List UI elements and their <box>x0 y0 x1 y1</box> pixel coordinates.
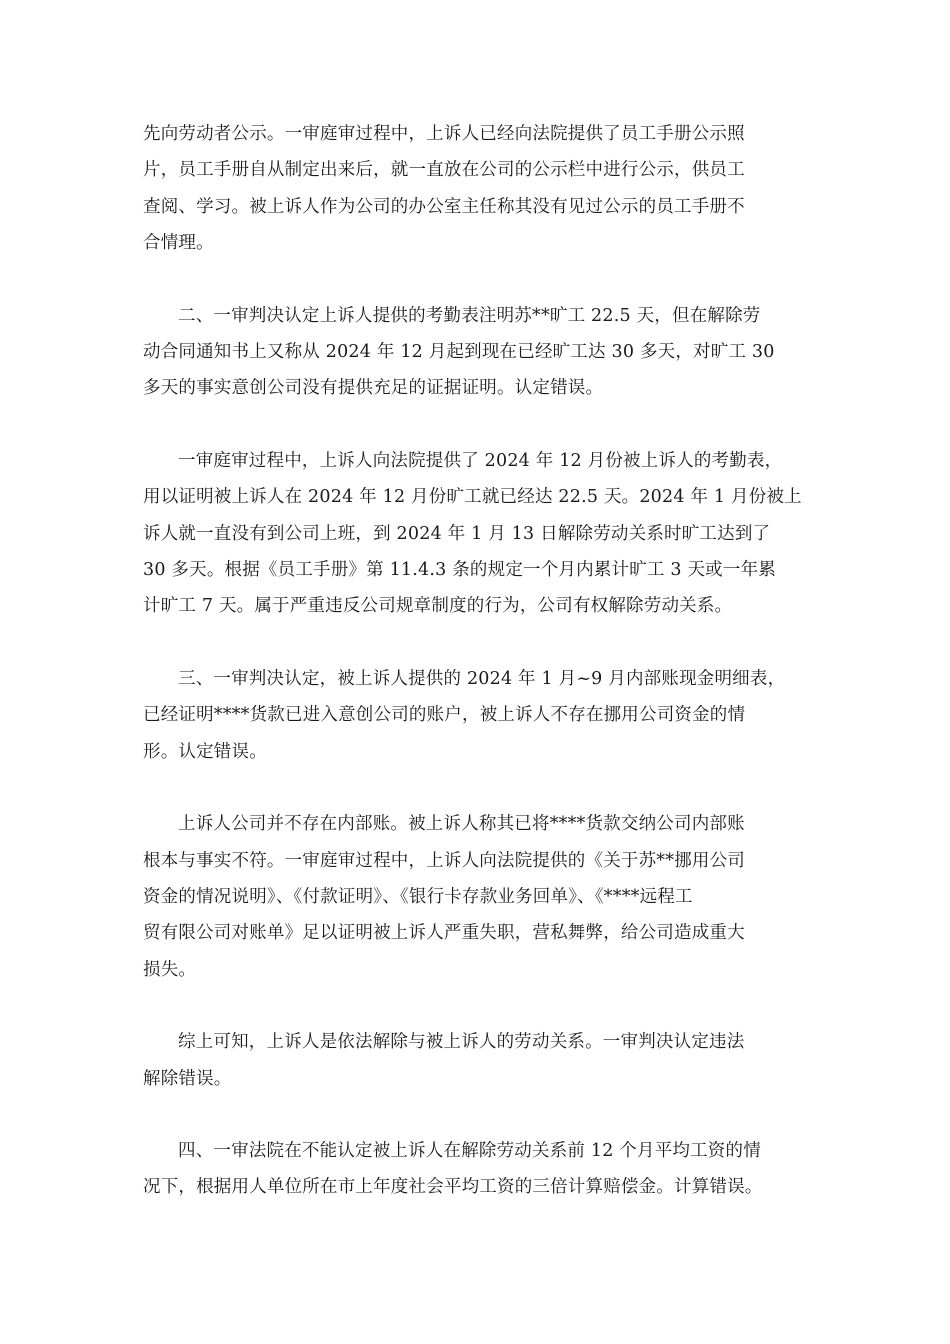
text-line: 计旷工 7 天。属于严重违反公司规章制度的行为，公司有权解除劳动关系。 <box>143 596 733 617</box>
document-body <box>143 116 811 1242</box>
paragraph-attendance-evidence <box>143 443 811 625</box>
text-line: 资金的情况说明》、《付款证明》、《银行卡存款业务回单》、《****远程工 <box>143 886 693 907</box>
text-line: 综上可知，上诉人是依法解除与被上诉人的劳动关系。一审判决认定违法 <box>178 1032 745 1053</box>
text-line: 合情理。 <box>143 233 214 254</box>
text-line: 贸有限公司对账单》足以证明被上诉人严重失职，营私舞弊，给公司造成重大 <box>143 923 745 944</box>
paragraph-point-two <box>143 298 811 407</box>
text-line: 二、一审判决认定上诉人提供的考勤表注明苏**旷工 22.5 天，但在解除劳 <box>178 305 761 326</box>
text-line: 查阅、学习。被上诉人作为公司的办公室主任称其没有见过公示的员工手册不 <box>143 196 745 217</box>
text-line: 上诉人公司并不存在内部账。被上诉人称其已将****货款交纳公司内部账 <box>178 814 745 835</box>
paragraph-conclusion <box>143 1024 811 1097</box>
text-line: 损失。 <box>143 959 197 980</box>
text-line: 形。认定错误。 <box>143 741 267 762</box>
text-line: 先向劳动者公示。一审庭审过程中，上诉人已经向法院提供了员工手册公示照 <box>143 124 745 144</box>
text-line: 用以证明被上诉人在 2024 年 12 月份旷工就已经达 22.5 天。2024 年 1 月份被上 <box>143 487 802 508</box>
paragraph-point-four <box>143 1133 811 1206</box>
text-line: 已经证明****货款已进入意创公司的账户，被上诉人不存在挪用公司资金的情 <box>143 705 746 726</box>
text-line: 多天的事实意创公司没有提供充足的证据证明。认定错误。 <box>143 378 604 399</box>
paragraph-internal-account <box>143 806 811 988</box>
text-line: 片，员工手册自从制定出来后，就一直放在公司的公示栏中进行公示，供员工 <box>143 160 745 181</box>
text-line: 三、一审判决认定，被上诉人提供的 2024 年 1 月~9 月内部账现金明细表， <box>178 668 786 689</box>
text-line: 解除错误。 <box>143 1068 232 1089</box>
text-line: 30 多天。根据《员工手册》第 11.4.3 条的规定一个月内累计旷工 3 天或一年累 <box>143 560 776 581</box>
text-line: 诉人就一直没有到公司上班，到 2024 年 1 月 13 日解除劳动关系时旷工达到了 <box>143 523 771 544</box>
text-line: 一审庭审过程中，上诉人向法院提供了 2024 年 12 月份被上诉人的考勤表， <box>178 450 783 471</box>
text-line: 动合同通知书上又称从 2024 年 12 月起到现在已经旷工达 30 多天，对旷工 30 <box>143 342 775 363</box>
text-line: 四、一审法院在不能认定被上诉人在解除劳动关系前 12 个月平均工资的情 <box>178 1140 761 1161</box>
text-line: 况下，根据用人单位所在市上年度社会平均工资的三倍计算赔偿金。计算错误。 <box>143 1177 763 1198</box>
paragraph-employee-handbook-notice <box>143 116 811 262</box>
text-line: 根本与事实不符。一审庭审过程中，上诉人向法院提供的《关于苏**挪用公司 <box>143 850 745 871</box>
paragraph-point-three <box>143 661 811 770</box>
